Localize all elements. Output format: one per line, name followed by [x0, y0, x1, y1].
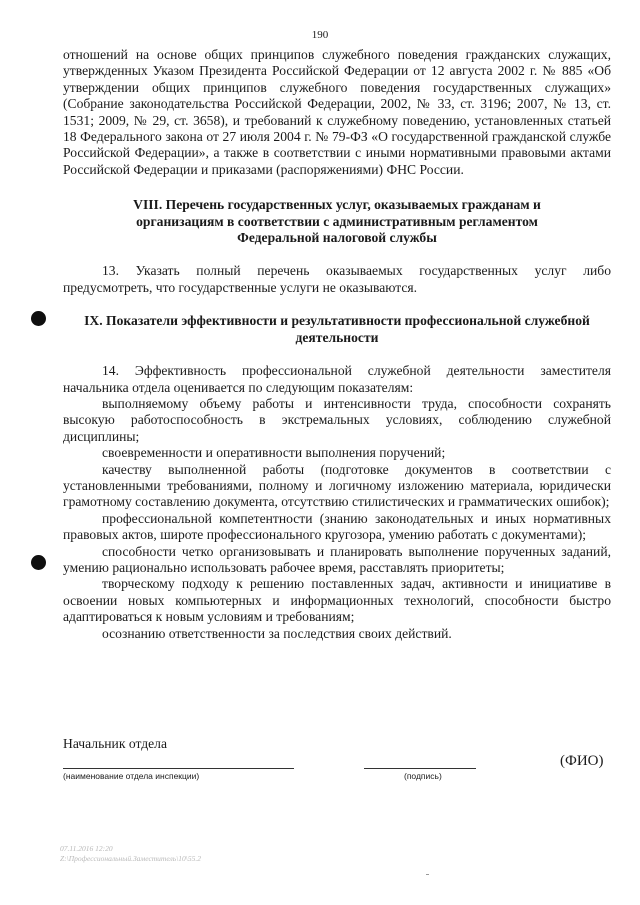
- criterion-item: выполняемому объему работы и интенсивности труда, способности сохранять высокую работоспособность в экстремальных условиях, соблюдению служебной дисциплины;: [63, 395, 611, 444]
- section-ix-heading: IX. Показатели эффективности и результативности профессиональной служебной деятельности: [84, 313, 590, 345]
- section-viii-heading: VIII. Перечень государственных услуг, оказываемых гражданам и организациям в соответствии с административным регламентом Федеральной налоговой службы: [133, 197, 541, 246]
- fio-placeholder: (ФИО): [560, 753, 604, 769]
- criterion-item: осознанию ответственности за последствия своих действий.: [102, 625, 452, 641]
- footer-file-path: Z:\Профессиональный.Заместитель\10\55.2: [60, 854, 201, 863]
- department-name-line: [63, 768, 294, 769]
- footer-timestamp: 07.11.2016 12:20: [60, 844, 113, 853]
- item-14-paragraph: 14. Эффективность профессиональной служебной деятельности заместителя начальника отдела оценивается по следующим показателям:: [63, 363, 611, 395]
- intro-paragraph: отношений на основе общих принципов служебного поведения гражданских служащих, утвержденных Указом Президента Российской Федерации от 12 августа 2002 г. № 885 «Об утверждении общих принципов служебного поведения государственных служащих» (Собрание законодательства Российской Федерации, 2002, № 33, ст. 3196; 2007, № 13, ст. 1531; 2009, № 29, ст. 3658), и требований к служебному поведению, установленных статьей 18 Федерального закона от 27 июля 2004 г. № 79-ФЗ «О государственной гражданской службе Российской Федерации», а также в соответствии с иными нормативными правовыми актами Российской Федерации и приказами (распоряжениями) ФНС России.: [63, 47, 611, 177]
- binder-hole: [31, 555, 46, 570]
- department-caption: (наименование отдела инспекции): [63, 771, 200, 781]
- scan-speck: [426, 874, 429, 875]
- signature-caption: (подпись): [404, 771, 442, 781]
- item-13-paragraph: 13. Указать полный перечень оказываемых государственных услуг либо предусмотреть, что государственные услуги не оказываются.: [63, 263, 611, 295]
- criterion-item: качеству выполненной работы (подготовке документов в соответствии с установленными требованиями, полному и логичному изложению материала, юридически грамотному составлению документа, отсутствию стилистических и грамматических ошибок);: [63, 461, 611, 510]
- signature-line: [364, 768, 476, 769]
- criterion-item: своевременности и оперативности выполнения поручений;: [102, 445, 446, 461]
- binder-hole: [31, 311, 46, 326]
- page-number: 190: [311, 29, 329, 41]
- criterion-item: способности четко организовывать и планировать выполнение порученных заданий, умению рационально использовать рабочее время, расставлять приоритеты;: [63, 543, 611, 575]
- criterion-item: профессиональной компетентности (знанию законодательных и иных нормативных правовых актов, широте профессионального кругозора, умению работать с документами);: [63, 510, 611, 543]
- criterion-item: творческому подходу к решению поставленных задач, активности и инициативе в освоении новых компьютерных и информационных технологий, способности быстро адаптироваться к новым условиям и требованиям;: [63, 576, 611, 625]
- document-body: [63, 47, 611, 642]
- signature-title: Начальник отдела: [63, 736, 167, 751]
